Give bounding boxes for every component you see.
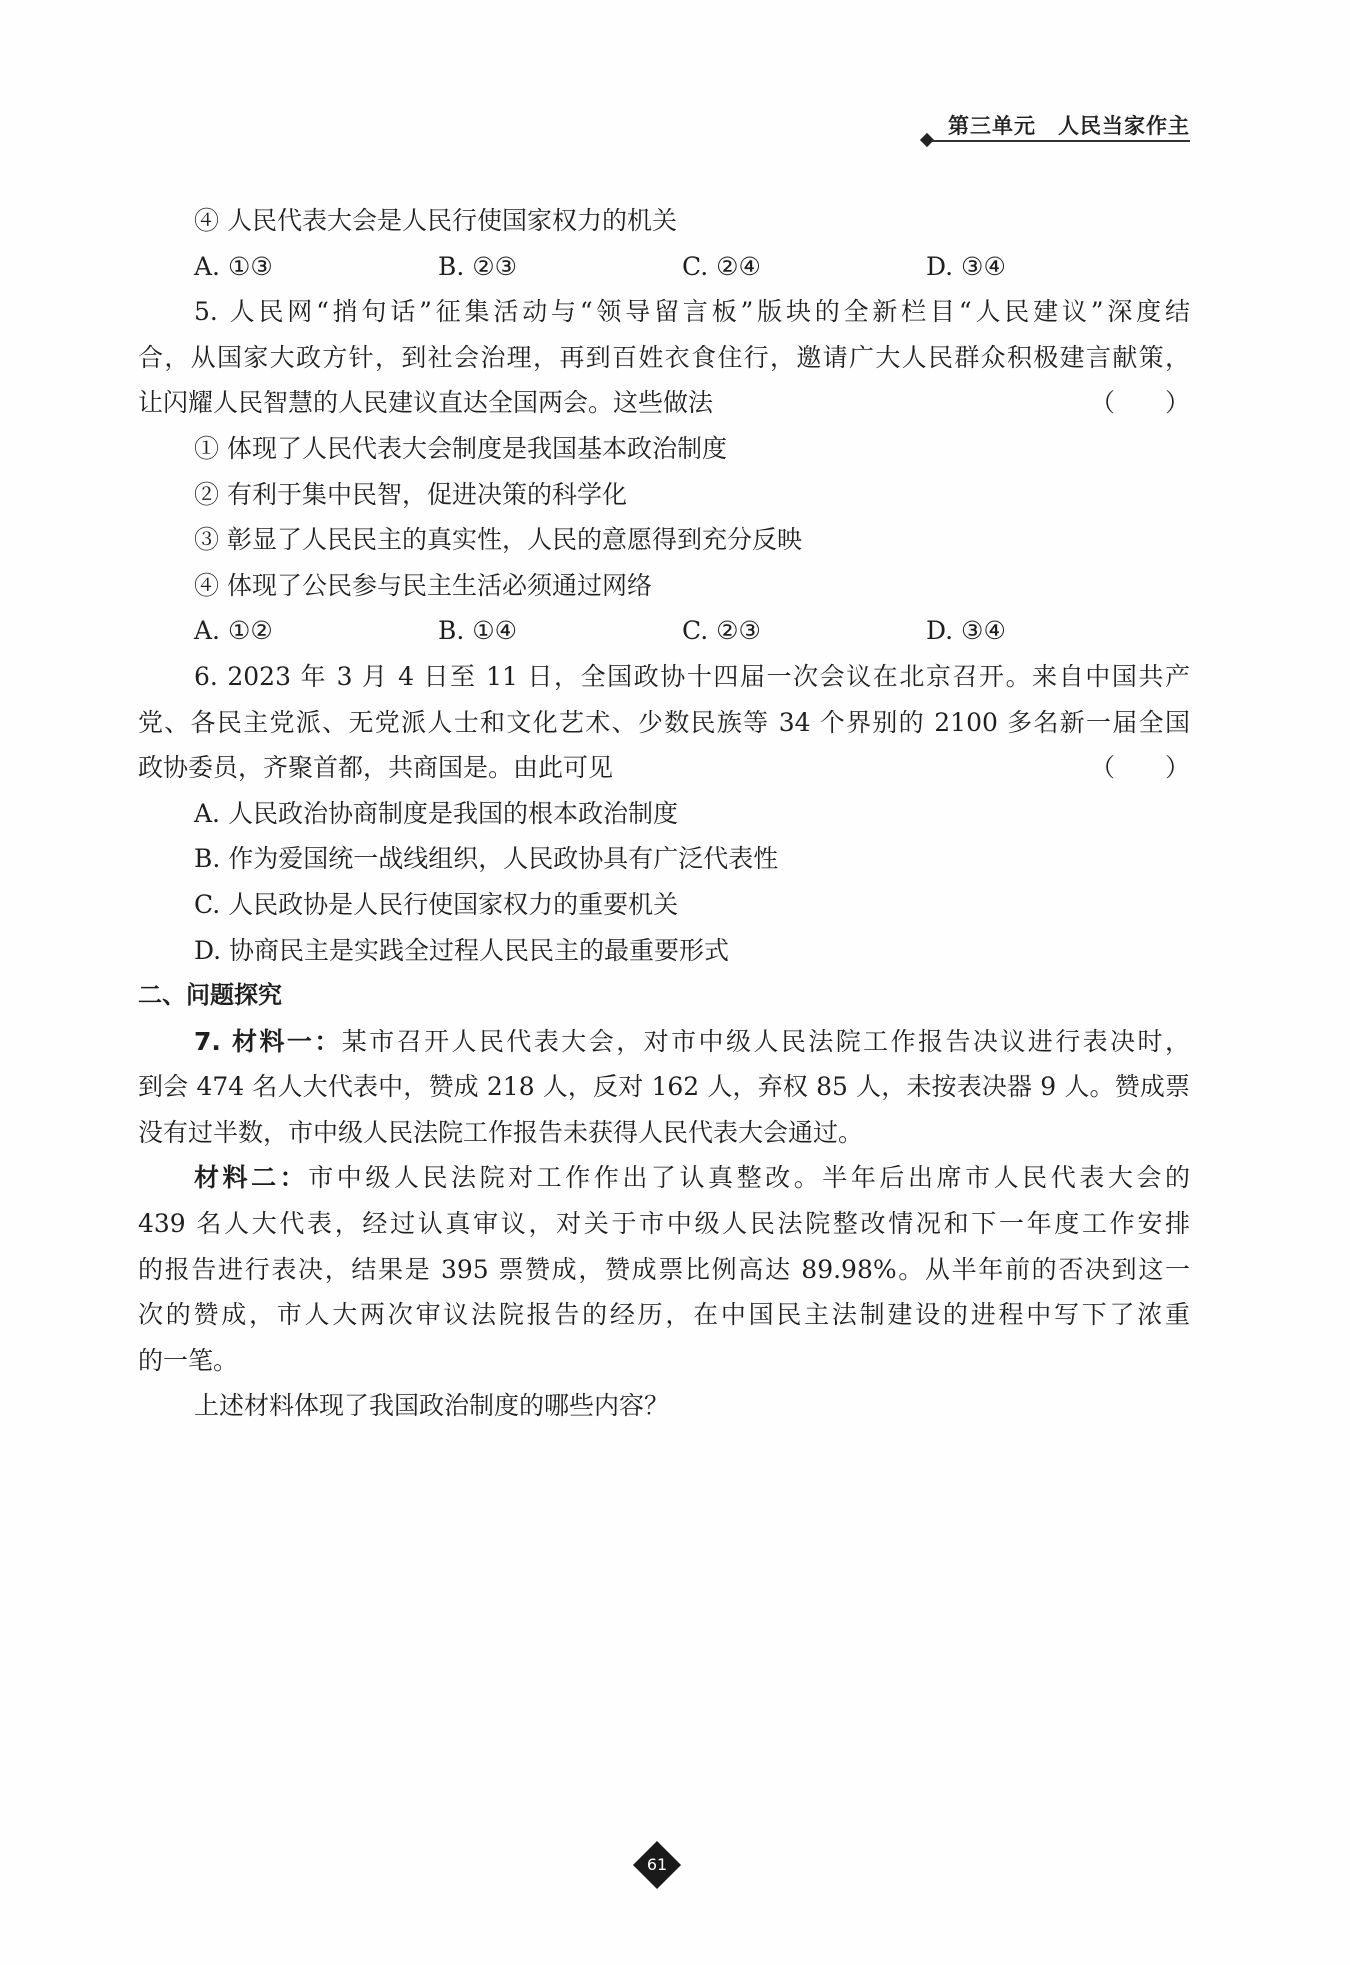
q5-stem-line-3 (138, 380, 1190, 426)
q4-option-d: D. ③④ (926, 251, 1006, 281)
q7-material-2-line-4: 次的赞成，市人大两次审议法院报告的经历，在中国民主法制建设的进程中写下了浓重 (138, 1300, 1190, 1330)
q4-option-a: A. ①③ (194, 251, 273, 281)
q7-material-2-text: 市中级人民法院对工作作出了认真整改。半年后出席市人民代表大会的 (308, 1163, 1190, 1193)
page-number (636, 1844, 678, 1886)
q5-item-1: ① 体现了人民代表大会制度是我国基本政治制度 (194, 433, 727, 463)
q6-stem-text: 政协委员，齐聚首都，共商国是。由此可见 (138, 753, 614, 783)
q6-choice-a: A. 人民政治协商制度是我国的根本政治制度 (194, 798, 678, 828)
q4-option-c: C. ②④ (682, 251, 761, 281)
q6-choice-c: C. 人民政协是人民行使国家权力的重要机关 (194, 889, 679, 919)
page-number-text: 61 (646, 1855, 668, 1874)
q5-option-b: B. ①④ (438, 616, 518, 646)
header-rule (932, 140, 1190, 142)
q4-options (138, 244, 1190, 290)
q7-material-1-label: 7. 材料一： (194, 1026, 342, 1056)
q5-option-d: D. ③④ (926, 616, 1006, 646)
q7-material-1-line-2: 到会 474 名人大代表中，赞成 218 人，反对 162 人，弃权 85 人，未按表决器 9 人。赞成票 (138, 1072, 1190, 1102)
q7-material-2-line-3: 的报告进行表决，结果是 395 票赞成，赞成票比例高达 89.98%。从半年前的否决到这一 (138, 1254, 1190, 1284)
q6-choice-d: D. 协商民主是实践全过程人民民主的最重要形式 (194, 935, 730, 965)
q4-item-4: ④ 人民代表大会是人民行使国家权力的机关 (194, 206, 677, 235)
q7-material-1-line-1 (138, 1019, 1190, 1065)
q5-answer-blank: （ ） (1089, 388, 1190, 418)
page-header (920, 104, 1190, 144)
q5-stem-text: 让闪耀人民智慧的人民建议直达全国两会。这些做法 (138, 388, 714, 418)
page-content (138, 198, 1190, 1429)
q6-stem-line-3 (138, 745, 1190, 791)
q5-option-a: A. ①② (194, 616, 273, 646)
unit-title: 第三单元 人民当家作主 (948, 114, 1190, 138)
q7-material-1-text: 某市召开人民代表大会，对市中级人民法院工作报告决议进行表决时， (341, 1026, 1190, 1056)
q5-stem-line-1: 5. 人民网“捎句话”征集活动与“领导留言板”版块的全新栏目“人民建议”深度结 (194, 297, 1190, 327)
q7-material-2-label: 材料二： (194, 1163, 309, 1193)
q5-item-3: ③ 彰显了人民民主的真实性，人民的意愿得到充分反映 (194, 525, 802, 555)
q7-material-2-line-2: 439 名人大代表，经过认真审议，对关于市中级人民法院整改情况和下一年度工作安排 (138, 1209, 1190, 1239)
q6-stem-line-2: 党、各民主党派、无党派人士和文化艺术、少数民族等 34 个界别的 2100 多名新一届全国 (138, 707, 1190, 737)
q7-material-2-line-1 (138, 1155, 1190, 1201)
q5-stem-line-2: 合，从国家大政方针，到社会治理，再到百姓衣食住行，邀请广大人民群众积极建言献策， (138, 342, 1190, 372)
q7-material-1-line-3: 没有过半数，市中级人民法院工作报告未获得人民代表大会通过。 (138, 1117, 864, 1147)
q5-item-4: ④ 体现了公民参与民主生活必须通过网络 (194, 570, 652, 600)
q6-answer-blank: （ ） (1089, 753, 1190, 783)
q5-options (138, 608, 1190, 654)
q7-question: 上述材料体现了我国政治制度的哪些内容？ (194, 1391, 670, 1421)
q7-material-2-line-5: 的一笔。 (138, 1345, 239, 1375)
q6-stem-line-1: 6. 2023 年 3 月 4 日至 11 日，全国政协十四届一次会议在北京召开。来自中国共产 (194, 661, 1190, 691)
q4-option-b: B. ②③ (438, 251, 518, 281)
q6-choice-b: B. 作为爱国统一战线组织，人民政协具有广泛代表性 (194, 844, 779, 874)
section-title: 二、问题探究 (138, 981, 282, 1010)
q5-option-c: C. ②③ (682, 616, 761, 646)
q5-item-2: ② 有利于集中民智，促进决策的科学化 (194, 479, 627, 509)
